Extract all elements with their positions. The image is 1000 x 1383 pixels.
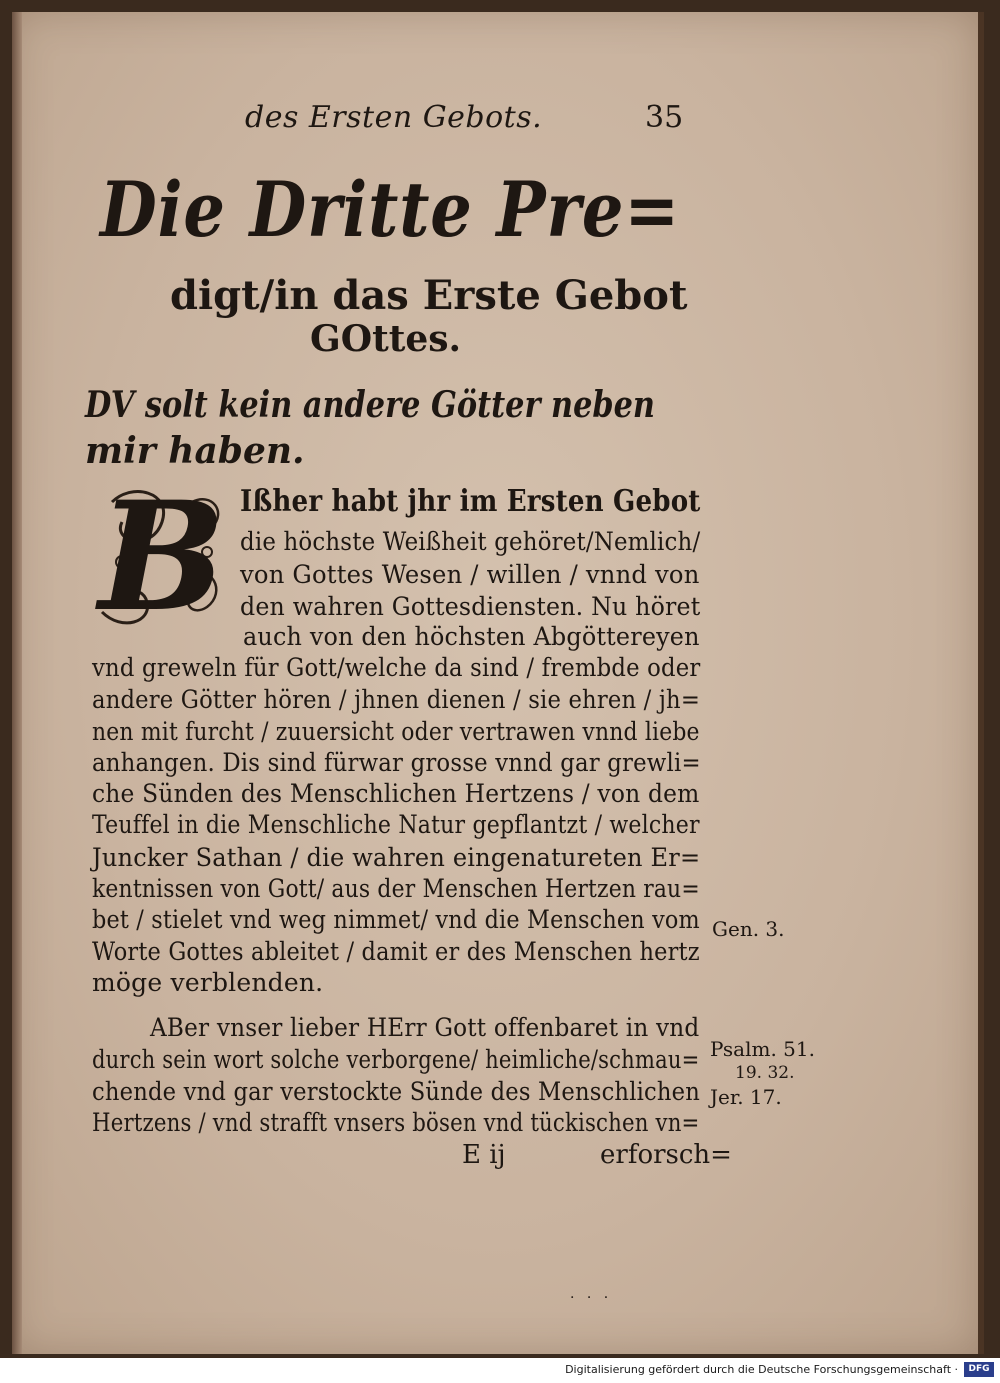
body-line: nen mit furcht / zuuersicht oder vertrawen vnnd liebe (92, 717, 700, 746)
body-line: Teuffel in die Menschliche Natur gepflantzt / welcher (92, 810, 700, 839)
chapter-heading-line-3: GOttes. (310, 318, 462, 360)
body-line: vnd greweln für Gott/welche da sind / frembde oder (92, 653, 701, 682)
chapter-heading-line-1: Die Dritte Pre= (100, 165, 681, 254)
body-line: Ißher habt jhr im Ersten Gebot (240, 484, 701, 519)
footer-credit: Digitalisierung gefördert durch die Deutsche Forschungsgemeinschaft · (565, 1363, 958, 1376)
commandment-line-2: mir haben. (85, 430, 305, 472)
commandment-line-1: DV solt kein andere Götter neben (85, 384, 655, 426)
running-title: des Ersten Gebots. (245, 100, 543, 135)
signature-mark: E ij (462, 1140, 506, 1170)
body-line: Worte Gottes ableitet / damit er des Menschen hertz (92, 937, 700, 966)
body-line: möge verblenden. (92, 968, 324, 997)
catchword: erforsch= (600, 1140, 732, 1170)
page-gutter (12, 12, 22, 1354)
chapter-heading-line-2: digt/in das Erste Gebot (170, 272, 688, 319)
body-line: Juncker Sathan / die wahren eingenatureten Er= (92, 843, 701, 872)
margin-note-psalm-verse: 19. 32. (735, 1063, 795, 1083)
page-number: 35 (645, 100, 684, 135)
body-line: che Sünden des Menschlichen Hertzens / von dem (92, 779, 700, 808)
body-line: anhangen. Dis sind fürwar grosse vnnd gar grewli= (92, 748, 701, 777)
ink-specks: · · · (570, 1290, 613, 1306)
initial-letter: B (98, 469, 226, 645)
body-line: andere Götter hören / jhnen dienen / sie ehren / jh= (92, 685, 701, 714)
body-line: bet / stielet vnd weg nimmet/ vnd die Menschen vom (92, 905, 700, 934)
decorated-initial (92, 469, 232, 645)
body-line: kentnissen von Gott/ aus der Menschen Hertzen rau= (92, 874, 700, 903)
margin-note-psalm: Psalm. 51. (710, 1037, 815, 1061)
body-line: chende vnd gar verstockte Sünde des Menschlichen (92, 1077, 701, 1106)
body-line: auch von den höchsten Abgöttereyen (243, 622, 700, 651)
body-line: den wahren Gottesdiensten. Nu höret (240, 592, 701, 621)
margin-note-jer: Jer. 17. (710, 1085, 782, 1109)
body-line: ABer vnser lieber HErr Gott offenbaret in vnd (150, 1013, 700, 1042)
body-line: Hertzens / vnd strafft vnsers bösen vnd tückischen vn= (92, 1108, 700, 1137)
body-line: durch sein wort solche verborgene/ heimliche/schmau= (92, 1045, 700, 1074)
margin-note-gen: Gen. 3. (712, 917, 785, 941)
footer-bar (0, 1358, 1000, 1383)
body-line: von Gottes Wesen / willen / vnnd von (240, 560, 700, 589)
commandment-text (85, 382, 685, 474)
dfg-logo: DFG (964, 1362, 994, 1377)
body-line: die höchste Weißheit gehöret/Nemlich/ (240, 527, 701, 556)
